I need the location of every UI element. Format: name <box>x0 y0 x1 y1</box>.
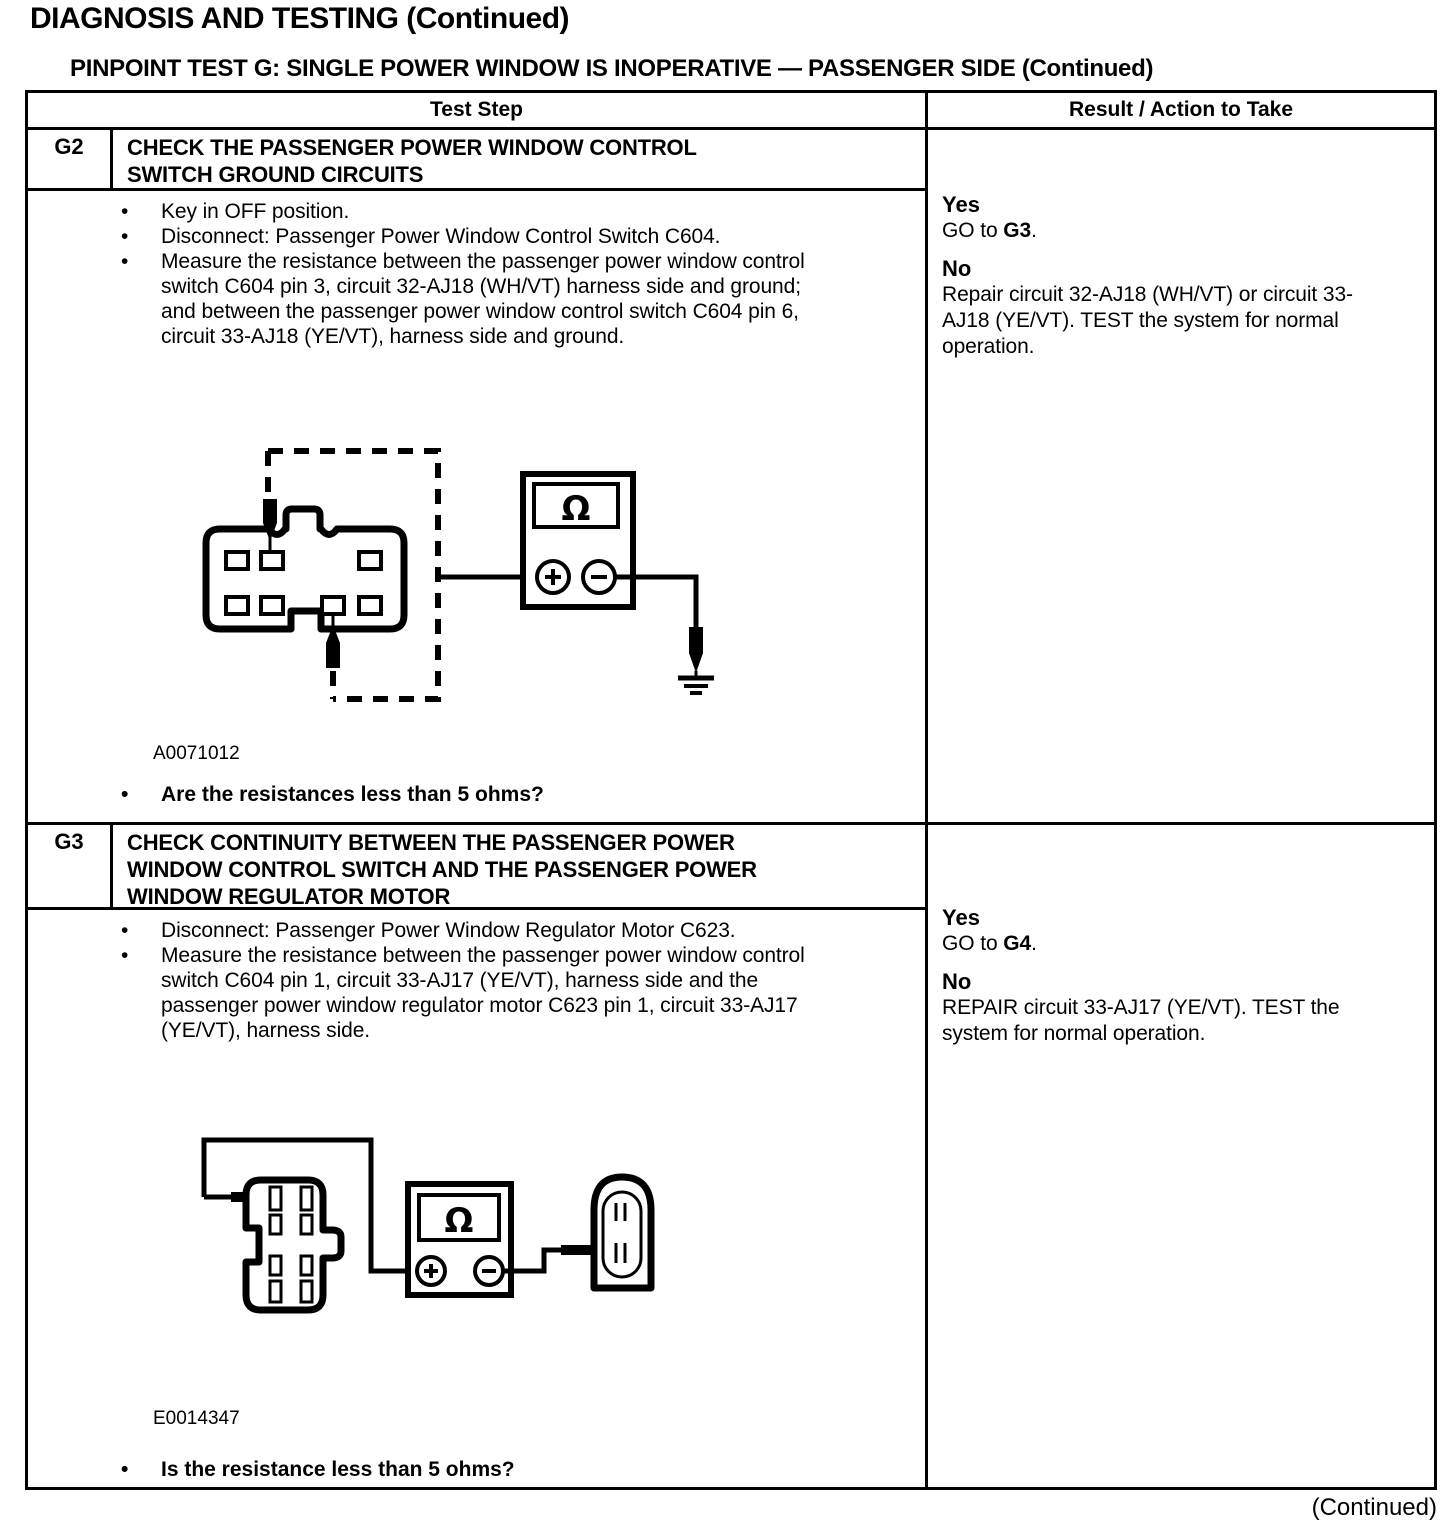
g2-step-id: G2 <box>28 130 113 188</box>
result-no-label: No <box>942 969 972 994</box>
g2-result-cell <box>928 130 1434 822</box>
yes-action-target: G4 <box>1003 932 1032 955</box>
g3-test-diagram <box>191 1125 671 1325</box>
yes-action-target: G3 <box>1003 219 1032 242</box>
figure-id: A0071012 <box>153 743 240 764</box>
g3-step-body <box>28 910 925 1487</box>
list-item <box>121 943 809 1043</box>
g2-title-line: SWITCH GROUND CIRCUITS <box>127 162 424 187</box>
ohmmeter-icon <box>408 1184 511 1295</box>
ohmmeter-icon <box>523 474 633 607</box>
g2-bullet-text: Measure the resistance between the passenger power window control switch C604 pin 3, circuit 32-AJ18 (WH/VT) harness side and ground; and between the passenger power window control switch C604 pin 6, circuit 33-AJ18 (YE/VT), harness side and ground. <box>161 250 805 348</box>
g2-step-title <box>113 130 697 188</box>
bullet-icon: • <box>121 919 129 942</box>
page-title: DIAGNOSIS AND TESTING (Continued) <box>30 2 570 35</box>
switch-connector-icon <box>206 509 404 629</box>
g3-title-line: WINDOW CONTROL SWITCH AND THE PASSENGER POWER <box>127 857 757 882</box>
list-item <box>121 249 809 349</box>
result-yes-label: Yes <box>942 192 980 217</box>
yes-action-suffix: . <box>1031 219 1037 242</box>
figure-id: E0014347 <box>153 1408 240 1429</box>
test-probe-icon <box>689 627 703 673</box>
yes-action-prefix: GO to <box>942 219 1004 242</box>
g3-bullet-text: Disconnect: Passenger Power Window Regulator Motor C623. <box>161 919 736 942</box>
g3-result-cell <box>928 825 1434 1487</box>
footer-continued: (Continued) <box>1311 1494 1437 1521</box>
g2-title-line: CHECK THE PASSENGER POWER WINDOW CONTROL <box>127 135 697 160</box>
result-yes-action <box>942 931 1390 957</box>
list-item <box>121 199 809 224</box>
g2-step-body <box>28 191 925 822</box>
column-header-test-step: Test Step <box>28 93 928 127</box>
yes-action-prefix: GO to <box>942 932 1004 955</box>
result-no-action: REPAIR circuit 33-AJ17 (YE/VT). TEST the system for normal operation. <box>942 996 1340 1045</box>
table-row-g3 <box>28 825 1434 1487</box>
g2-question <box>121 783 544 807</box>
bullet-icon: • <box>121 783 129 806</box>
ohm-symbol: Ω <box>561 489 591 529</box>
g3-result-block <box>942 905 1402 1047</box>
g3-title-line: CHECK CONTINUITY BETWEEN THE PASSENGER POWER <box>127 830 735 855</box>
ohm-symbol: Ω <box>444 1201 474 1241</box>
g3-question <box>121 1458 515 1482</box>
g2-test-diagram <box>193 441 733 706</box>
motor-connector-icon <box>594 1177 651 1288</box>
result-yes-action <box>942 218 1390 244</box>
result-yes-label: Yes <box>942 905 980 930</box>
ground-icon <box>678 671 714 693</box>
result-no-action: Repair circuit 32-AJ18 (WH/VT) or circuit 33-AJ18 (YE/VT). TEST the system for normal operation. <box>942 283 1353 358</box>
list-item <box>121 224 809 249</box>
g3-test-step-cell <box>28 825 928 1487</box>
g3-step-id: G3 <box>28 825 113 907</box>
column-header-result-action: Result / Action to Take <box>1068 98 1294 121</box>
pinpoint-test-table <box>25 90 1437 1490</box>
g2-step-header <box>28 130 925 191</box>
bullet-icon: • <box>121 944 129 967</box>
yes-action-suffix: . <box>1031 932 1037 955</box>
g2-question-text: Are the resistances less than 5 ohms? <box>161 783 544 806</box>
table-row-g2 <box>28 130 1434 825</box>
result-no-label: No <box>942 256 972 281</box>
page-subtitle: PINPOINT TEST G: SINGLE POWER WINDOW IS INOPERATIVE — PASSENGER SIDE (Continued) <box>70 55 1154 82</box>
g3-step-header <box>28 825 925 910</box>
bullet-icon: • <box>121 225 129 248</box>
g2-test-step-cell <box>28 130 928 822</box>
g3-title-line: WINDOW REGULATOR MOTOR <box>127 884 451 909</box>
g2-result-block <box>942 192 1402 360</box>
g3-bullet-list <box>121 918 809 1043</box>
g2-bullet-text: Disconnect: Passenger Power Window Control Switch C604. <box>161 225 721 248</box>
g3-step-title <box>113 825 757 907</box>
bullet-icon: • <box>121 1458 129 1481</box>
switch-connector-icon <box>246 1180 341 1310</box>
bullet-icon: • <box>121 250 129 273</box>
bullet-icon: • <box>121 200 129 223</box>
table-header-row <box>28 93 1434 130</box>
g2-bullet-text: Key in OFF position. <box>161 200 350 223</box>
g3-question-text: Is the resistance less than 5 ohms? <box>161 1458 515 1481</box>
g3-bullet-text: Measure the resistance between the passenger power window control switch C604 pin 1, circuit 33-AJ17 (YE/VT), harness side and the passenger power window regulator motor C623 pin 1, circuit 33-AJ17 (YE/VT), harness side. <box>161 944 805 1042</box>
list-item <box>121 918 809 943</box>
g2-bullet-list <box>121 199 809 349</box>
